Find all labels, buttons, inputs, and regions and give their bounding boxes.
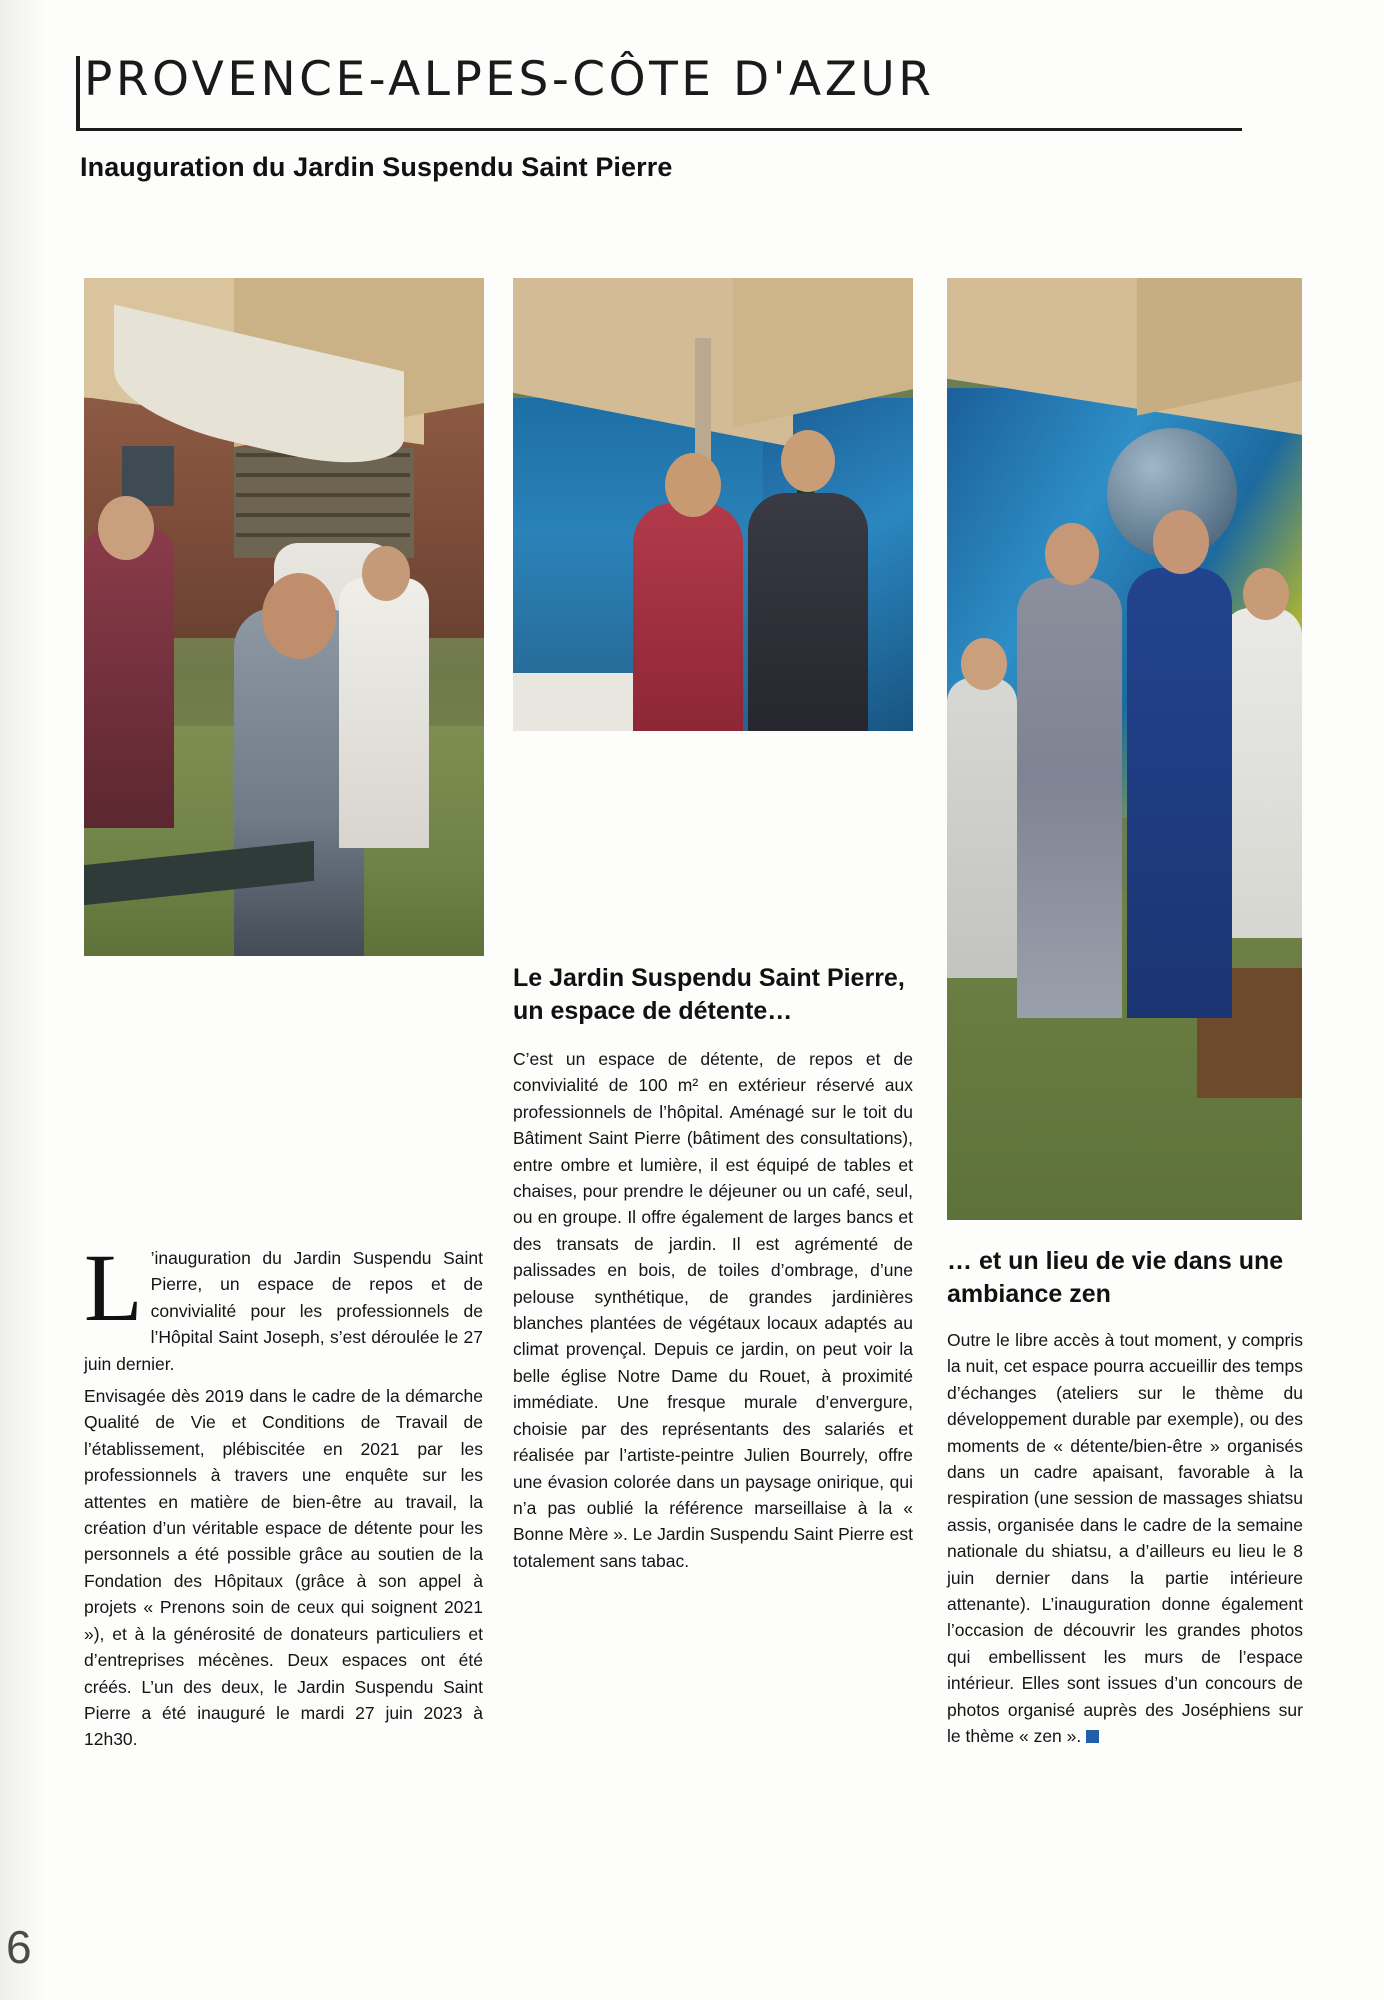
photo-guests-under-umbrella xyxy=(513,278,913,731)
article-title: Inauguration du Jardin Suspendu Saint Pierre xyxy=(80,152,673,182)
subheading-ambiance-zen: … et un lieu de vie dans une ambiance zen xyxy=(947,1247,1284,1308)
photo-staff-in-garden xyxy=(947,278,1302,1220)
article-column-1 xyxy=(84,1234,483,1759)
end-of-article-marker xyxy=(1086,1730,1099,1743)
subheading-espace-detente: Le Jardin Suspendu Saint Pierre, un espace de détente… xyxy=(513,964,905,1025)
header-divider xyxy=(76,128,1242,131)
page-title: PROVENCE-ALPES-CÔTE D'AZUR xyxy=(84,52,935,107)
paragraph-text: ’inauguration du Jardin Suspendu Saint Pierre, un espace de repos et de convivialité pour les professionnels de l’Hôpital Saint Joseph, s’est déroulée le 27 juin dernier. xyxy=(84,1248,483,1374)
paragraph xyxy=(84,1234,483,1377)
paragraph: C’est un espace de détente, de repos et de convivialité de 100 m² en extérieur réservé aux professionnels de l’hôpital. Aménagé sur le toit du Bâtiment Saint Pierre (bâtiment des consultations), entre ombre et lumière, il est équipé de tables et chaises, pour prendre le déjeuner ou un café, seul, ou en groupe. Il offre également de larges bancs et des transats de jardin. Il est agrémenté de palissades en bois, de toiles d’ombrage, d’une pelouse synthétique, de grandes jardinières blanches plantées de végétaux locaux adaptés au climat provençal. Depuis ce jardin, on peut voir la belle église Notre Dame du Rouet, à proximité immédiate. Une fresque murale d’envergure, choisie par des représentants des salariés et réalisée par l’artiste-peintre Julien Bourrely, offre une évasion colorée dans un paysage onirique, qui n’a pas oublié la référence marseillaise à la « Bonne Mère ». Le Jardin Suspendu Saint Pierre est totalement sans tabac. xyxy=(513,1049,913,1571)
drop-cap: L xyxy=(84,1234,143,1341)
paragraph-text: Outre le libre accès à tout moment, y compris la nuit, cet espace pourra accueillir des temps d’échanges (ateliers sur le thème du développement durable par exemple), ou des moments de « détente/bien-être » organisés dans un cadre apaisant, favorable à la respiration (une session de massages shiatsu assis, organisée dans le cadre de la semaine nationale du shiatsu, a d’ailleurs eu lieu le 8 juin dernier dans la partie intérieure attenante). L’inauguration donne également l’occasion de découvrir les grandes photos qui embellissent les murs de l’espace intérieur. Elles sont issues d’un concours de photos organisé auprès des Joséphiens sur le thème « zen ». xyxy=(947,1330,1303,1747)
paragraph: Envisagée dès 2019 dans le cadre de la démarche Qualité de Vie et Conditions de Travail de l’établissement, plébiscitée en 2021 par les professionnels à travers une enquête sur les attentes en matière de bien-être au travail, la création d’un véritable espace de détente pour les personnels a été possible grâce au soutien de la Fondation des Hôpitaux (grâce à son appel à projets « Prenons soin de ceux qui soignent 2021 »), et à la générosité de donateurs particuliers et d’entreprises mécènes. Deux espaces ont été créés. L’un des deux, le Jardin Suspendu Saint Pierre a été inauguré le mardi 27 juin 2023 à 12h30. xyxy=(84,1386,483,1750)
article-column-3 xyxy=(947,1245,1303,1750)
article-column-2 xyxy=(513,962,913,1580)
page-number: 6 xyxy=(6,1921,32,1973)
header-rule-left xyxy=(76,56,80,128)
scan-edge xyxy=(0,0,46,2000)
photo-inauguration-speech xyxy=(84,278,484,956)
paragraph xyxy=(947,1327,1303,1750)
